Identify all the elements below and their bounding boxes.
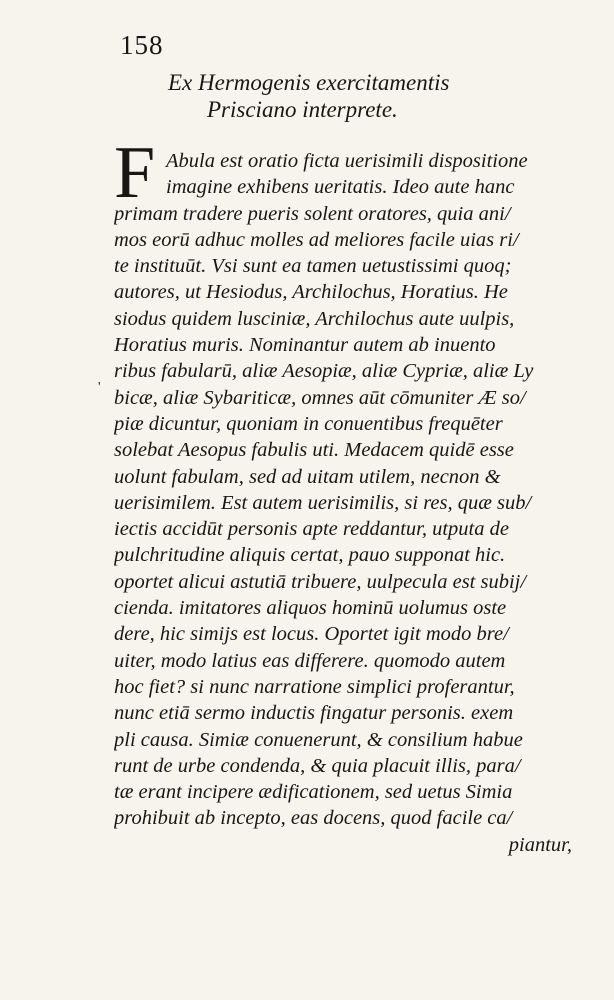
text-line: Horatius muris. Nominantur autem ab inuento <box>114 334 496 357</box>
chapter-heading-line-2: Prisciano interprete. <box>207 97 398 122</box>
text-line: oportet alicui astutiā tribuere, uulpecula est subij/ <box>114 570 527 593</box>
text-line: uolunt fabulam, sed ad uitam utilem, necnon & <box>114 465 501 488</box>
text-line: te instituūt. Vsi sunt ea tamen uetustissimi quoq; <box>114 255 512 278</box>
text-line: siodus quidem lusciniæ, Archilochus aute uulpis, <box>114 307 515 330</box>
drop-cap: F <box>114 132 156 214</box>
text-line: hoc fiet? si nunc narratione simplici proferantur, <box>114 675 515 698</box>
text-line: Abula est oratio ficta uerisimili dispositione <box>166 150 528 172</box>
text-line: autores, ut Hesiodus, Archilochus, Horatius. He <box>114 281 508 304</box>
text-line: cienda. imitatores aliquos hominū uolumus oste <box>114 597 507 620</box>
margin-mark: ' <box>98 380 101 395</box>
text-line: runt de urbe condenda, & quia placuit illis, para/ <box>114 754 521 777</box>
text-line: piæ dicuntur, quoniam in conuentibus frequēter <box>114 412 503 435</box>
text-line: imagine exhibens ueritatis. Ideo aute hanc <box>166 176 515 199</box>
text-line: tæ erant incipere ædificationem, sed uetus Simia <box>114 781 513 804</box>
text-line: dere, hic simijs est locus. Oportet igit modo bre/ <box>114 623 509 646</box>
text-line: prohibuit ab incepto, eas docens, quod facile ca/ <box>114 807 513 830</box>
text-line: pulchritudine aliquis certat, pauo supponat hic. <box>114 544 506 567</box>
text-line: nunc etiā sermo inductis fingatur personis. exem <box>114 702 514 725</box>
text-line: primam tradere pueris solent oratores, quia ani/ <box>114 202 511 225</box>
text-line: solebat Aesopus fabulis uti. Medacem quidē esse <box>114 439 514 462</box>
text-line: iectis accidūt personis apte reddantur, utputa de <box>114 518 509 541</box>
text-line: uerisimilem. Est autem uerisimilis, si res, quæ sub/ <box>114 491 532 514</box>
page-number: 158 <box>120 30 164 60</box>
text-line: uiter, modo latius eas differere. quomodo autem <box>114 649 506 672</box>
text-line: mos eorū adhuc molles ad meliores facile uias ri/ <box>114 228 519 251</box>
catchword: piantur, <box>508 833 572 856</box>
text-line: bicæ, aliæ Sybariticæ, omnes aūt cōmuniter Æ so/ <box>114 386 526 409</box>
chapter-heading-line-1: Ex Hermogenis exercitamentis <box>168 70 450 95</box>
body-text <box>114 148 584 858</box>
text-line: pli causa. Simiæ conuenerunt, & consilium habue <box>114 728 523 751</box>
text-line: ribus fabularū, aliæ Aesopiæ, aliæ Cypriæ, aliæ Ly <box>114 360 534 383</box>
